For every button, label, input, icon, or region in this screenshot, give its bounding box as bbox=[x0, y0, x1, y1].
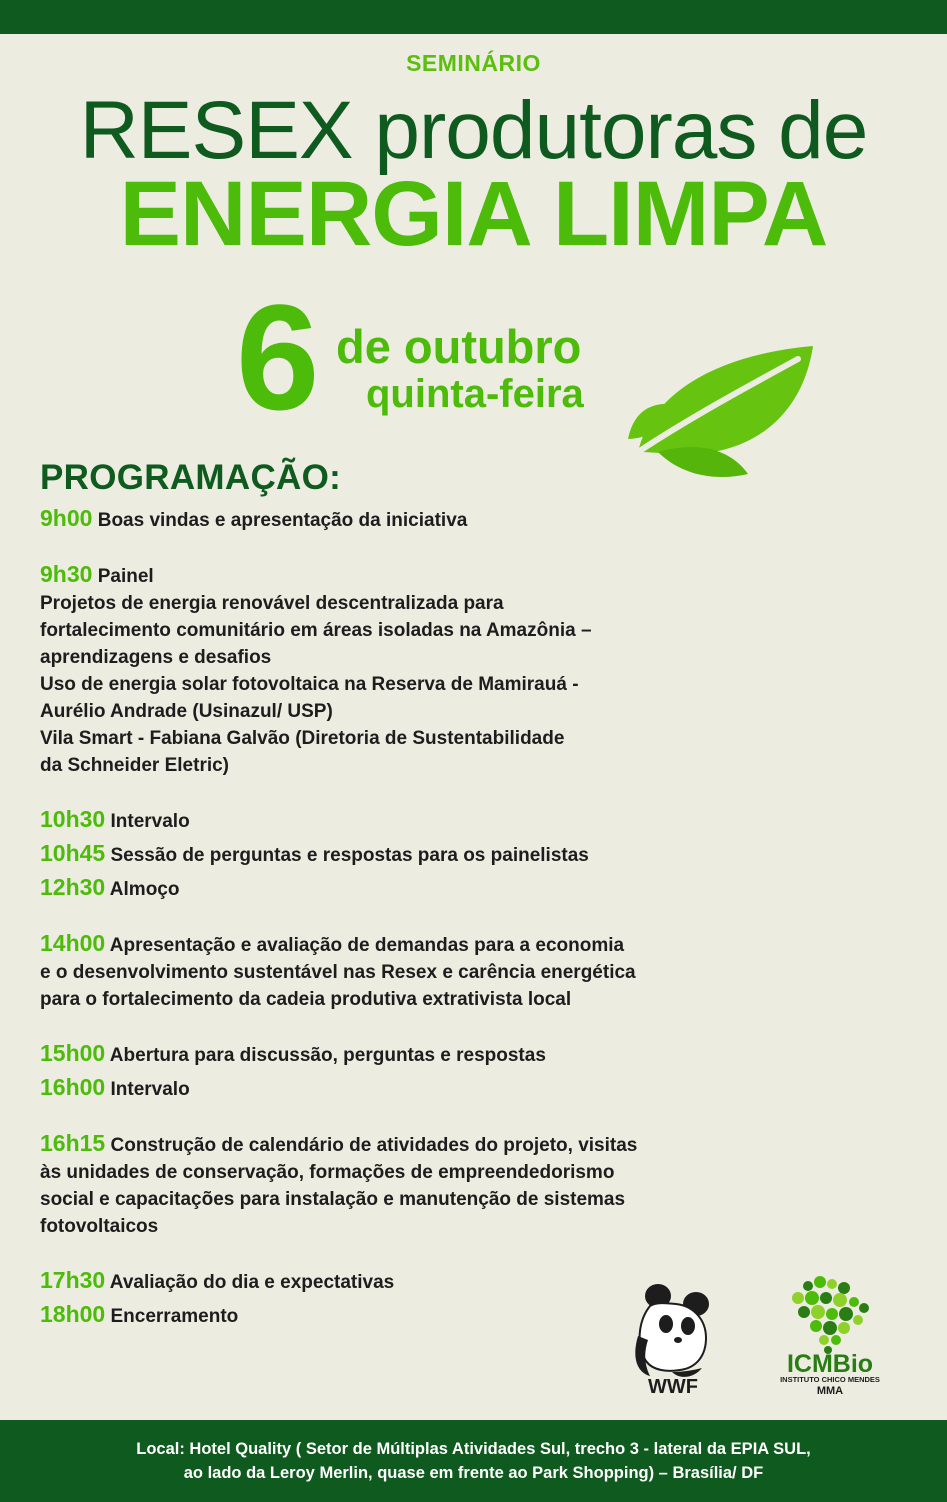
schedule-entry bbox=[40, 1040, 740, 1069]
schedule-text: Boas vindas e apresentação da iniciativa bbox=[97, 510, 468, 531]
schedule-text: Vila Smart - Fabiana Galvão (Diretoria de Sustentabilidade bbox=[40, 728, 565, 749]
schedule-entry bbox=[40, 505, 740, 534]
schedule-line bbox=[40, 806, 740, 835]
schedule-text: Uso de energia solar fotovoltaica na Reserva de Mamirauá - bbox=[40, 674, 579, 695]
schedule-line bbox=[40, 1074, 740, 1103]
schedule-text: Avaliação do dia e expectativas bbox=[109, 1272, 395, 1293]
schedule-text: Intervalo bbox=[110, 811, 190, 832]
schedule-time: 18h00 bbox=[40, 1301, 106, 1327]
schedule-text: às unidades de conservação, formações de empreendedorismo bbox=[40, 1162, 615, 1183]
schedule-time: 16h15 bbox=[40, 1130, 106, 1156]
schedule-line bbox=[40, 671, 740, 698]
schedule-time: 9h30 bbox=[40, 561, 93, 587]
schedule-time: 17h30 bbox=[40, 1267, 106, 1293]
schedule-entry bbox=[40, 806, 740, 835]
schedule-line bbox=[40, 590, 740, 617]
schedule-line bbox=[40, 840, 740, 869]
schedule-line bbox=[40, 1159, 740, 1186]
schedule-line bbox=[40, 561, 740, 590]
schedule-time: 10h30 bbox=[40, 806, 106, 832]
schedule-text: Intervalo bbox=[110, 1079, 190, 1100]
top-bar bbox=[0, 0, 947, 34]
schedule-time: 16h00 bbox=[40, 1074, 106, 1100]
schedule-time: 15h00 bbox=[40, 1040, 106, 1066]
schedule-time: 12h30 bbox=[40, 874, 106, 900]
schedule-text: Construção de calendário de atividades do projeto, visitas bbox=[110, 1135, 638, 1156]
schedule-entry bbox=[40, 561, 740, 779]
schedule-line bbox=[40, 1213, 740, 1240]
title-line-1: RESEX produtoras de bbox=[79, 85, 868, 176]
schedule-text: Almoço bbox=[109, 879, 180, 900]
program-heading: PROGRAMAÇÃO: bbox=[40, 458, 342, 497]
date-day: 6 bbox=[236, 273, 316, 441]
schedule-text: e o desenvolvimento sustentável nas Resex e carência energética bbox=[40, 962, 636, 983]
schedule-text: Projetos de energia renovável descentralizada para bbox=[40, 593, 504, 614]
schedule-text: Aurélio Andrade (Usinazul/ USP) bbox=[40, 701, 333, 722]
schedule-entry bbox=[40, 874, 740, 903]
schedule-line bbox=[40, 986, 740, 1013]
schedule-line bbox=[40, 752, 740, 779]
schedule-text: fotovoltaicos bbox=[40, 1216, 159, 1237]
schedule-line bbox=[40, 505, 740, 534]
schedule-text: Painel bbox=[97, 566, 154, 587]
schedule-line bbox=[40, 644, 740, 671]
schedule-line bbox=[40, 698, 740, 725]
icmbio-logo-tag: MMA bbox=[816, 1385, 844, 1397]
schedule-text: fortalecimento comunitário em áreas isoladas na Amazônia – bbox=[40, 620, 592, 641]
wwf-logo-text: WWF bbox=[648, 1376, 698, 1396]
schedule-text: para o fortalecimento da cadeia produtiva extrativista local bbox=[40, 989, 572, 1010]
schedule-text: Apresentação e avaliação de demandas para a economia bbox=[109, 935, 625, 956]
panda-icon bbox=[635, 1284, 709, 1377]
schedule-time: 9h00 bbox=[40, 505, 93, 531]
schedule-text: Sessão de perguntas e respostas para os painelistas bbox=[110, 845, 589, 866]
schedule-line bbox=[40, 1130, 740, 1159]
event-type: SEMINÁRIO bbox=[406, 50, 541, 76]
venue-line-2: ao lado da Leroy Merlin, quase em frente ao Park Shopping) – Brasília/ DF bbox=[183, 1464, 764, 1482]
schedule-text: Abertura para discussão, perguntas e respostas bbox=[109, 1045, 546, 1066]
wwf-logo bbox=[628, 1276, 718, 1396]
schedule-text: Encerramento bbox=[110, 1306, 239, 1327]
schedule-entry bbox=[40, 840, 740, 869]
brazil-dots-icon bbox=[792, 1276, 869, 1354]
schedule-text: aprendizagens e desafios bbox=[40, 647, 272, 668]
venue-line-1: Local: Hotel Quality ( Setor de Múltiplas Atividades Sul, trecho 3 - lateral da EPIA SUL, bbox=[136, 1440, 811, 1458]
schedule-list bbox=[40, 505, 740, 1330]
leaf-icon bbox=[618, 334, 818, 484]
title-line-2: ENERGIA LIMPA bbox=[119, 163, 828, 265]
icmbio-logo-name: ICMBio bbox=[786, 1350, 874, 1378]
schedule-entry bbox=[40, 930, 740, 1013]
icmbio-logo-subtitle: INSTITUTO CHICO MENDES bbox=[780, 1375, 880, 1384]
icmbio-logo bbox=[768, 1268, 898, 1398]
schedule-line bbox=[40, 959, 740, 986]
venue-footer bbox=[0, 1420, 947, 1502]
schedule-text: da Schneider Eletric) bbox=[40, 755, 230, 776]
schedule-time: 10h45 bbox=[40, 840, 106, 866]
schedule-line bbox=[40, 725, 740, 752]
schedule-line bbox=[40, 874, 740, 903]
schedule-line bbox=[40, 617, 740, 644]
date-weekday: quinta-feira bbox=[366, 372, 584, 416]
schedule-entry bbox=[40, 1130, 740, 1240]
schedule-text: social e capacitações para instalação e manutenção de sistemas bbox=[40, 1189, 626, 1210]
date-month: de outubro bbox=[336, 320, 582, 373]
schedule-time: 14h00 bbox=[40, 930, 106, 956]
schedule-line bbox=[40, 1186, 740, 1213]
schedule-line bbox=[40, 1040, 740, 1069]
schedule-entry bbox=[40, 1074, 740, 1103]
schedule-line bbox=[40, 930, 740, 959]
